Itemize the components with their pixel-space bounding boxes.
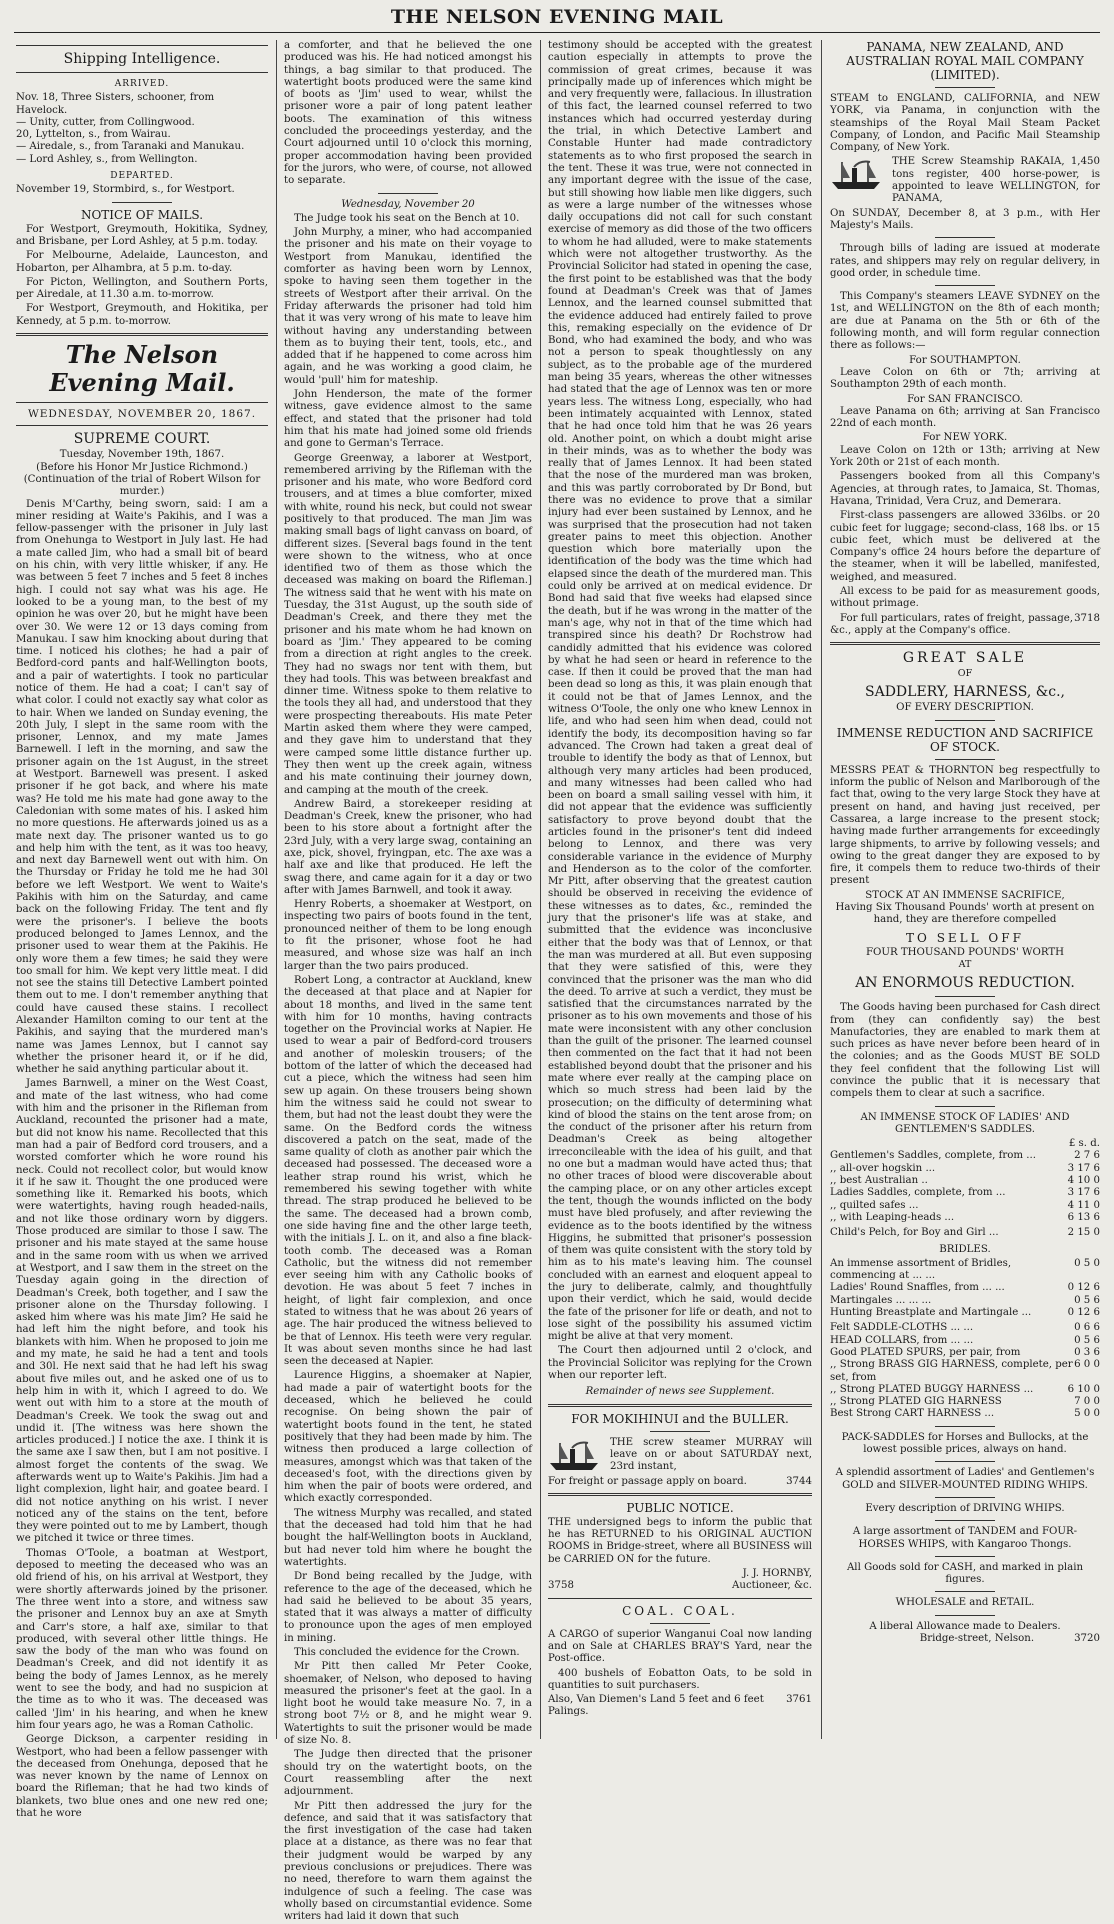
arrived-heading: ARRIVED.	[114, 79, 170, 89]
divider	[935, 285, 995, 286]
mail-notice: For Picton, Wellington, and Southern Ports, per Airedale, at 11.30 a.m. to-morrow.	[16, 276, 268, 301]
price-row	[830, 1163, 1100, 1175]
price-value: 2 15 0	[1067, 1227, 1100, 1239]
price-value: 0 12 6	[1067, 1307, 1100, 1319]
pnz-ship: THE Screw Steamship RAKAIA, 1,450 tons register, 400 horse-power, is appointed to leave WELLINGTON, for PANAMA,	[892, 156, 1100, 205]
article-paragraph: The Judge took his seat on the Bench at 10.	[294, 212, 520, 224]
divider	[16, 425, 268, 426]
price-item: Ladies Saddles, complete, from ...	[830, 1187, 1006, 1199]
article-paragraph: John Murphy, a miner, who had accompanied the prisoner and his mate on their voyage to Westport from Manukau, identified the comforter as having been worn by Lennox, spoke to having seen them together in the streets of Westport after their arrival. On the Friday afterwards the prisoner had told him that it was very wrong of his mate to leave him without having any understanding between them as to buying their tent, tools, etc., and added that if he happened to come across him again, and he was working a good claim, he would 'pull' him for mateship.	[284, 227, 532, 386]
pnz-southampton: For SOUTHAMPTON.	[909, 354, 1021, 366]
pnz-footer	[830, 613, 1100, 638]
divider	[650, 1431, 710, 1432]
paper-title: The Nelson Evening Mail.	[49, 340, 235, 398]
price-item: ,, with Leaping-heads ...	[830, 1211, 955, 1223]
pnz-newyork-text: Leave Colon on 12th or 13th; arriving at New York 20th or 21st of each month.	[830, 444, 1100, 469]
bridge-street: Bridge-street, Nelson.	[919, 1632, 1035, 1644]
divider	[935, 1520, 995, 1521]
ad-number: 3720	[1074, 1632, 1100, 1644]
price-value: 0 5 0	[1074, 1257, 1100, 1269]
divider	[935, 1497, 995, 1498]
divider	[935, 237, 995, 238]
article-paragraph: Mr Pitt then called Mr Peter Cooke, shoemaker, of Nelson, who deposed to having measured the prisoner's feet at the gaol. In a light boot he would take measure No. 7, in a strong boot 7½ or 8, and he might wear 9. Watertights to suit the prisoner would be made of size No. 8.	[284, 1661, 532, 1747]
bridles-heading: BRIDLES.	[939, 1243, 991, 1255]
column-1	[16, 40, 268, 1819]
pnz-heading: PANAMA, NEW ZEALAND, AND AUSTRALIAN ROYAL MAIL COMPANY (LIMITED).	[846, 40, 1084, 82]
price-item: ,, Strong PLATED BUGGY HARNESS ...	[830, 1383, 1034, 1395]
price-item: Hunting Breastplate and Martingale ...	[830, 1307, 1032, 1319]
departure-item: November 19, Stormbird, s., for Westport.	[16, 184, 235, 196]
mail-notice: For Westport, Greymouth, Hokitika, Sydney, and Brisbane, per Lord Ashley, at 5 p.m. today.	[16, 223, 268, 247]
price-item: Best Strong CART HARNESS ...	[830, 1408, 995, 1420]
mail-notice: For Melbourne, Adelaide, Launceston, and Hobarton, per Alhambra, at 5 p.m. to-day.	[16, 250, 268, 274]
pnz-sanfrancisco: For SAN FRANCISCO.	[907, 393, 1023, 405]
price-item: ,, Strong BRASS GIG HARNESS, complete, per set, from	[830, 1359, 1073, 1383]
court-heading: SUPREME COURT.	[73, 431, 211, 448]
divider	[935, 1106, 995, 1107]
price-row	[830, 1187, 1100, 1199]
pnz-leave: This Company's steamers LEAVE SYDNEY on the 1st, and WELLINGTON on the 8th of each month; are due at Panama on the 5th or 6th of the following month, and will form regular connection there as follows:—	[830, 291, 1100, 352]
pnz-first-class: First-class passengers are allowed 336lbs. or 20 cubic feet for luggage; second-class, 168 lbs. or 15 cubic feet, which must be delivered at the Company's office 24 hours before the departure of the steamer, when it will be labelled, manifested, weighed, and measured.	[830, 510, 1100, 583]
article-paragraph: Thomas O'Toole, a boatman at Westport, deposed to meeting the deceased who was an old friend of his, on his arrival at Westport, they were shortly afterwards joined by the prisoner. The three went into a store, and witness saw the prisoner and Lennox buy an axe at Smyth and Carr's store, a half axe, similar to that produced, with several other little things. He saw the body of the man who was found on Deadman's Creek, and did not identify it as being the body of James Lennox, as he merely went to see the body, and had no suspicion at the time as to who it was. The deceased was called 'Jim' in his hearing, and when he knew him four years ago, he was a Roman Catholic.	[16, 1547, 268, 1731]
price-value: 6 10 0	[1067, 1383, 1100, 1395]
cash-note: All Goods sold for CASH, and marked in plain figures.	[846, 1561, 1084, 1586]
divider	[935, 759, 995, 760]
coal-heading: COAL. COAL.	[622, 1603, 738, 1618]
price-value: 0 5 6	[1074, 1334, 1100, 1346]
price-row	[830, 1175, 1100, 1187]
pnz-passengers: Passengers booked from all this Company's Agencies, at through rates, to Jamaica, St. Thomas, Havana, Trinidad, Vera Cruz, and Demerara.	[830, 471, 1100, 507]
column-3	[548, 40, 812, 1739]
sale-at: AT	[958, 958, 972, 970]
arrival-item: 20, Lyttelton, s., from Wairau.	[16, 129, 171, 141]
article-paragraph: Andrew Baird, a storekeeper residing at Deadman's Creek, knew the prisoner, who had been to his store about a fortnight after the 23rd July, with a very large swag, containing an axe, pick, shovel, fryingpan, etc. The axe was a half axe and like that produced. He left the swag there, and came again for it a day or two after with James Barnwell, and took it away.	[284, 798, 532, 896]
article-paragraph: Dr Bond being recalled by the Judge, with reference to the age of the deceased, which he had said he believed to be about 35 years, stated that it was always a matter of difficulty to pronounce upon the ages of men employed in mining.	[284, 1571, 532, 1644]
price-item: Good PLATED SPURS, per pair, from	[830, 1346, 1021, 1358]
public-notice-signature: J. J. HORNBY,	[742, 1568, 812, 1580]
price-row	[830, 1359, 1100, 1384]
article-paragraph: James Barnwell, a miner on the West Coast, and mate of the last witness, who had come with him and the prisoner in the Rifleman from Auckland, recounted the prisoner had a mate, but did not know his name. Recollected that this man had a pair of Bedford cord trousers, and a worsted comforter which he wore round his neck. Could not recollect color, but would know it if he saw it. Thought the one produced were something like it. Remarked his boots, which were watertights, having rough headed-nails, and not like those ordinary worn by diggers. Those produced are similar to those I saw. The prisoner and his mate stayed at the same house and in the same room with us when we arrived at Westport, and I saw them in the street on the Tuesday again going in the direction of Deadman's Creek, both together, and I saw the prisoner alone on the Thursday following. I asked him where was his mate Jim? He said he had left him the night before, and took his blankets with him. When he proposed to join me and my mate, he said he had a tent and tools and 30l. He next said that he had left his swag about five miles out, and he asked one of us to help him in with it, which I agreed to do. We went out with him to a store at the mouth of Deadman's Creek. We took the swag out and undid it. [The witness was here shown the articles produced.] I notice the axe. I think it is the same axe I saw then, but I am not positive. I almost forget the contents of the swag. We afterwards went up to Waite's Pakihis. Jim had a light complexion, light hair, and goatee beard. I did not notice anything on his wrist. I never noticed any of the stains on the tent, before they were pointed out to me by Lambert, though we pitched it twice or three times.	[16, 1078, 268, 1545]
article-paragraph: Laurence Higgins, a shoemaker at Napier, had made a pair of watertight boots for the deceased, which he believed he could recognise. On being shown the pair of watertight boots found in the tent, he stated positively that they had been made by him. The witness then produced a large collection of measures, amongst which was that taken of the deceased's foot, with the directions given by him when the pair of boots were ordered, and which exactly corresponded.	[284, 1370, 532, 1505]
masthead: THE NELSON EVENING MAIL	[390, 6, 724, 28]
price-value: 4 10 0	[1067, 1175, 1100, 1187]
pnz-full: For full particulars, rates of freight, passage, &c., apply at the Company's office.	[830, 612, 1073, 636]
currency-header: £ s. d.	[1068, 1138, 1100, 1150]
price-row	[830, 1396, 1100, 1408]
price-item: Gentlemen's Saddles, complete, from ...	[830, 1150, 1037, 1162]
article-paragraph: Henry Roberts, a shoemaker at Westport, on inspecting two pairs of boots found in the tent, pronounced neither of them to be long enough to fit the prisoner, whose foot he had measured, and whose size was half an inch larger than the two pairs produced.	[284, 899, 532, 972]
price-item: ,, quilted safes ...	[830, 1199, 919, 1211]
masthead-rule	[14, 32, 1100, 33]
sale-footer	[830, 1633, 1100, 1645]
article-paragraph: a comforter, and that he believed the one produced was his. He had noticed amongst his things, a bag similar to that produced. The watertight boots produced were the same kind of boots as 'Jim' used to wear, whilst the prisoner wore a pair of long patent leather boots. The examination of this witness concluded the proceedings yesterday, and the Court adjourned until 10 o'clock this morning, proper accommodation having been provided for the jurors, who were, of course, not allowed to separate.	[284, 40, 532, 187]
divider	[935, 87, 995, 88]
arrival-item: — Lord Ashley, s., from Wellington.	[16, 153, 198, 165]
column-divider	[540, 40, 541, 1739]
divider	[935, 1591, 995, 1592]
price-value: 7 0 0	[1074, 1396, 1100, 1408]
sale-stock: STOCK AT AN IMMENSE SACRIFICE,	[865, 889, 1065, 901]
divider	[16, 402, 268, 403]
column-2	[284, 40, 532, 1923]
sale-sell-off: TO SELL OFF	[906, 930, 1024, 945]
price-item: An immense assortment of Bridles, commencing at ... ...	[830, 1257, 1012, 1282]
steamship-icon	[830, 158, 886, 192]
remainder-note: Remainder of news see Supplement.	[585, 1386, 775, 1398]
column-divider	[821, 40, 822, 1739]
price-value: 6 0 0	[1074, 1359, 1100, 1371]
price-item: Child's Pelch, for Boy and Girl ...	[830, 1227, 999, 1239]
public-notice-title: Auctioneer, &c.	[732, 1580, 812, 1592]
divider	[935, 996, 995, 997]
coal-text: 400 bushels of Eobatton Oats, to be sold in quantities to suit purchasers.	[548, 1667, 812, 1691]
price-row	[830, 1258, 1100, 1283]
riding-whips: A splendid assortment of Ladies' and Gentlemen's GOLD and SILVER-MOUNTED RIDING WHIPS.	[835, 1467, 1095, 1491]
article-paragraph: George Greenway, a laborer at Westport, remembered arriving by the Rifleman with the prisoner and his mate, who wore Bedford cord trousers, and at times a blue comforter, mixed with white, round his neck, but could not swear positively to that produced. The man Jim was making small bags of light canvass on board, of different sizes. [Several bags found in the tent were shown to the witness, who at once identified two of them as those which the deceased was making on board the Rifleman.] The witness said that he went with his mate on Tuesday, the 31st August, up the south side of Deadman's Creek, and there they met the prisoner and his mate whom he had known on board as 'Jim.' They appeared to be coming from a direction at right angles to the creek. They had no swags nor tent with them, but they had tools. This was between breakfast and dinner time. Witness spoke to them relative to the tools they all had, and understood that they were prospecting thereabouts. His mate Peter Martin asked them where they were camped, and they gave him to understand that they were camped some little distance further up. They then went up the creek again, witness and his mate continuing their journey down, and camping at the mouth of the creek.	[284, 452, 532, 796]
divider	[378, 193, 438, 194]
price-value: 6 13 6	[1067, 1211, 1100, 1223]
price-item: Felt SADDLE-CLOTHS ... ...	[830, 1322, 974, 1334]
court-continuation: (Continuation of the trial of Robert Wilson for murder.)	[23, 473, 261, 498]
coal-text: A CARGO of superior Wanganui Coal now landing and on Sale at CHARLES BRAY'S Yard, near the Post-office.	[548, 1628, 812, 1665]
article-paragraph: Mr Pitt then addressed the jury for the defence, and said that it was satisfactory that the first investigation of the case had taken place at a distance, as there was no fear that their judgment would be warped by any previous conclusions or prejudices. There was no need, therefore to warn them against the indulgence of such a feeling. The case was wholly based on circumstantial evidence. Some writers had laid it down that such	[284, 1800, 532, 1923]
divider	[935, 720, 995, 721]
mails-heading: NOTICE OF MAILS.	[80, 207, 204, 222]
coal-text: Also, Van Diemen's Land 5 feet and 6 feet Palings.	[548, 1694, 764, 1718]
sale-of: OF	[957, 668, 973, 680]
divider	[16, 333, 268, 336]
divider	[935, 1615, 995, 1616]
sale-enormous: AN ENORMOUS REDUCTION.	[855, 975, 1075, 992]
price-item: Ladies' Round Snaffles, from ... ...	[830, 1282, 1005, 1294]
divider	[830, 642, 1100, 645]
divider	[548, 1493, 812, 1496]
article-paragraph: Denis M'Carthy, being sworn, said: I am a miner residing at Waite's Pakihis, and I was a fellow-passenger with the prisoner in July last from Onehunga to Westport in July last. He had a mate called Jim, who had a small bit of beard on his chin, with very little whisker, if any. He was between 5 feet 7 inches and 5 feet 8 inches high. I could not say what was his age. He looked to be a young man, to the best of my opinion he was over 20, but he might have been over 30. We were 12 or 13 days coming from Manukau. I saw him knocking about during that time. I noticed his clothes; he had a pair of Bedford-cord pants and half-Wellington boots, and a pair of watertights. I took no particular notice of them. He had a coat; I can't say of what color. I could not exactly say what color as to hair. When we landed on Sunday evening, the 20th July, I slept in the same room with the prisoner, Lennox, and my mate James Barnewell. I left in the morning, and saw the prisoner again on the 1st August, in the street at Westport. Barnewell was present. I asked prisoner if he got back, and where his mate was? He told me his mate had gone away to the Caledonian with some mates of his. I asked him no more questions. He afterwards joined us as a mate next day. The prisoner wanted us to go and help him with the tent, as it was too heavy, and next day Barnewell went out with him. On the Thursday or Friday he told me he had 30l before we left Westport. We went to Waite's Pakihis with him on the Saturday, and came back on the following Friday. The tent and fly were the prisoner's. I believe the boots produced belonged to James Lennox, and the prisoner used to wear them at the Pakihis. He only wore them a few times; he said they were too small for him. We kept very little meat. I did not see the stains till Detective Lambert pointed them out to me. I don't remember anything that could have caused these stains. I recollect Alexander Hamilton coming to our tent at the Pakihis, and saying that the murdered man's name was James Lennox, but I cannot say whether the prisoner heard it, or if he did, whether he said anything particular about it.	[16, 498, 268, 1076]
mokihinui-freight: For freight or passage apply on board.	[548, 1475, 747, 1487]
price-value: 4 11 0	[1067, 1199, 1100, 1211]
price-value: 0 6 6	[1074, 1322, 1100, 1334]
price-value: 0 3 6	[1074, 1346, 1100, 1358]
divider	[650, 1623, 710, 1624]
arrival-item: — Airedale, s., from Taranaki and Manukau.	[16, 141, 245, 153]
ad-number: 3761	[786, 1694, 812, 1706]
article-paragraph: John Henderson, the mate of the former witness, gave evidence almost to the same effect, and stated that the prisoner had told him that his mate had joined some old friends and gone to German's Terrace.	[284, 389, 532, 450]
price-value: 0 5 6	[1074, 1294, 1100, 1306]
mokihinui-text: THE screw steamer MURRAY will leave on or about SATURDAY next, 23rd instant,	[610, 1436, 812, 1473]
price-row	[830, 1307, 1100, 1319]
price-row	[830, 1227, 1100, 1239]
allowance: A liberal Allowance made to Dealers.	[869, 1620, 1061, 1632]
steamship-icon	[548, 1439, 604, 1473]
sale-every: OF EVERY DESCRIPTION.	[896, 702, 1034, 714]
price-item: ,, all-over hogskin ...	[830, 1162, 936, 1174]
mokihinui-heading: FOR MOKIHINUI and the BULLER.	[571, 1411, 789, 1426]
price-row	[830, 1200, 1100, 1212]
price-value: 2 7 6	[1074, 1150, 1100, 1162]
dateline: WEDNESDAY, NOVEMBER 20, 1867.	[27, 408, 257, 421]
article-paragraph: The Court then adjourned until 2 o'clock, and the Provincial Solicitor was replying for the Crown when our reporter left.	[548, 1345, 812, 1382]
article-paragraph: The Judge then directed that the prisoner should try on the watertight boots, on the Court reassembling after the next adjournment.	[284, 1749, 532, 1798]
price-row	[830, 1212, 1100, 1224]
arrival-item: Nov. 18, Three Sisters, schooner, from Havelock.	[16, 92, 215, 116]
wednesday-heading: Wednesday, November 20	[341, 198, 475, 210]
price-row	[830, 1347, 1100, 1359]
article-paragraph: The witness Murphy was recalled, and stated that the deceased had told him that he had bought the half-Wellington boots in Auckland, but had never told him where he bought the watertights.	[284, 1507, 532, 1568]
article-paragraph: George Dickson, a carpenter residing in Westport, who had been a fellow passenger with the deceased from Onehunga, deposed that he was never known by the name of Lennox on board the Rifleman; that he had two kinds of blankets, two blue ones and one new red one; that he wore	[16, 1734, 268, 1819]
sale-four: FOUR THOUSAND POUNDS' WORTH	[865, 946, 1065, 958]
column-4	[830, 40, 1100, 1739]
court-date: Tuesday, November 19th, 1867.	[59, 449, 225, 461]
sale-messrs: MESSRS PEAT & THORNTON beg respectfully to inform the public of Nelson and Marlborough of the fact that, owing to the very large Stock they have at present on hand, and having just received, per Cassarea, a large increase to the present stock; having made further arrangements for exceedingly large shipments, to arrive by following vessels; and owing to the great danger they are exposed to by fire, it compels them to reduce two-thirds of their present	[830, 764, 1100, 887]
pnz-intro: STEAM to ENGLAND, CALIFORNIA, and NEW YORK, via Panama, in conjunction with the steamships of the Royal Mail Steam Packet Company, of London, and Pacific Mail Steamship Company, of New York.	[830, 93, 1100, 154]
price-row	[830, 1322, 1100, 1334]
article-paragraph: Robert Long, a contractor at Auckland, knew the deceased at that place and at Napier for about 18 months, and lived in the same tent with him for 10 months, having contracts together on the Provincial works at Napier. He used to wear a pair of Bedford-cord trousers and another of moleskin trousers; of the bottom of the latter of which the deceased had cut a piece, which the witness had seen him sew up again. On these trousers being shown him the witness said he could not swear to them, but had not the least doubt they were the same. On the Bedford cords the witness discovered a patch on the seat, made of the same quality of cloth as another pair which the deceased had possessed. The deceased wore a leather strap round his wrist, which he remembered his sewing together with white thread. The strap produced he believed to be the same. The deceased had a brown comb, one side having fine and the other large teeth, with the initials J. L. on it, and also a fine black-tooth comb. The deceased was a Roman Catholic, but the witness did not remember ever seeing him with any Catholic books of devotion. He was about 5 feet 7 inches in height, of light fair complexion, and once stated to witness that he was about 26 years of age. The hair produced the witness believed to be that of Lennox. His teeth were very regular. It was about seven months since he had last seen the deceased at Napier.	[284, 974, 532, 1368]
divider	[935, 1556, 995, 1557]
pack-saddles: PACK-SADDLES for Horses and Bullocks, at the lowest possible prices, always on hand.	[841, 1431, 1089, 1456]
price-item: HEAD COLLARS, from ... ...	[830, 1334, 974, 1346]
price-value: 5 0 0	[1074, 1408, 1100, 1420]
pnz-sunday: On SUNDAY, December 8, at 3 p.m., with Her Majesty's Mails.	[830, 207, 1100, 231]
pnz-newyork: For NEW YORK.	[922, 432, 1008, 444]
ad-number: 3718	[1074, 612, 1100, 624]
sale-great: GREAT SALE	[902, 650, 1028, 667]
sale-having: Having Six Thousand Pounds' worth at present on hand, they are therefore compelled	[835, 902, 1095, 926]
price-item: Martingales ... ... ...	[830, 1294, 932, 1306]
article-paragraph: This concluded the evidence for the Crown.	[294, 1647, 520, 1658]
price-row	[830, 1384, 1100, 1396]
divider	[548, 1404, 812, 1407]
price-value: 3 17 6	[1067, 1162, 1100, 1174]
ad-number: 3758	[548, 1580, 574, 1592]
public-notice-heading: PUBLIC NOTICE.	[626, 1500, 734, 1515]
divider	[16, 72, 268, 73]
price-value: 3 17 6	[1067, 1187, 1100, 1199]
divider	[16, 45, 268, 46]
article-paragraph: testimony should be accepted with the greatest caution especially in attempts to prove the commission of great crimes, because it was principally made up of inferences which might be and very frequently were, fallacious. In illustration of this fact, the learned counsel referred to two instances which had occurred yesterday during the trial, in which Detective Lambert and Constable Hunter had made contradictory statements as to who first proposed the search in the tent. These it was true, were not connected in any important degree with the issue of the case, but still showing how liable men like diggers, such as were a large number of the witnesses whose daily occupations did not call for such constant exercise of memory as did those of the two officers to whom he had alluded, were to make statements which were not altogether trustworthy. As the Provincial Solicitor had stated in opening the case, the first point to be established was that the body found at Deadman's Creek was that of James Lennox, and the learned counsel submitted that the evidence adduced had entirely failed to prove this, remaking especially on the evidence of Dr Bond, who had examined the body, and who was not a person to speak thoughtlessly on any subject, as to the probable age of the murdered man being 35 years, whereas the other witnesses had stated that the age of Lennox was ten or more years less. The witness Long, especially, who had been intimately acquainted with Lennox, stated that he had once told him that he was 26 years old. Another point, on which a doubt might arise in their minds, was as to whether the body was really that of James Lennox. It had been stated that the nose of the murdered man was broken, and this was partly corroborated by Dr Bond, but there was no evidence to prove that a similar injury had ever been sustained by Lennox, and he was surprised that the prosecution had not taken greater pains to meet this objection. Another question which bore materially upon the identification of the body was the time which had elapsed since the death of the murdered man. This could only be arrived at on medical evidence. Dr Bond had said that five weeks had elapsed since the death, but if he was wrong in the matter of the man's age, why not in that of the time which had transpired since his death? Dr Rochstrow had candidly admitted that his evidence was colored by what he had seen or heard in reference to the case. If then it could be proved that the man had been dead so long as this, it was plain enough that it could not be that of James Lennox, and the witness O'Toole, the only one who knew Lennox in life, and who had seen him when dead, could not identify the body, its decomposition having so far advanced. The Crown had taken a great deal of trouble to identify the body as that of Lennox, but although very many articles had been produced, and many witnesses had been called who had been on board a small sailing vessel with him, it did not appear that the evidence was sufficiently satisfactory to prove beyond doubt that the articles found in the prisoner's tent did indeed belong to Lennox, and there was very considerable variance in the evidence of Murphy and Henderson as to the color of the comforter. Mr Pitt, after observing that the greatest caution should be observed in receiving the evidence of these witnesses as to dates, &c., reminded the jury that the prisoner's life was at stake, and submitted that the evidence was inconclusive either that the body was that of Lennox, or that the man was murdered at all. But even supposing that they were satisfied of this, were they convinced that the prisoner was the man who did the deed. To arrive at such a verdict, they must be satisfied that the circumstances narrated by the prisoner as to his own movements and those of his mate were inconsistent with any other conclusion than the guilt of the prisoner. The learned counsel then commented on the fact that it had not been established beyond doubt that the prisoner and his mate where ever really at the camping place on which so much stress had been laid by the prosecution; on the difficulty of determining what kind of blood the stains on the tent arose from; on the conduct of the prisoner after his return from Deadman's Creek as being altogether irreconcileable with the idea of his guilt, and that no one but a madman would have acted thus; that no other traces of blood were discoverable about the camping place, or on any other articles except the tent, though the wounds inflicted on the body must have bled profusely, and after reviewing the evidence as to the boots identified by the witness Higgins, he submitted that prisoner's possession of them was quite consistent with the story told by him as to his mate's leaving him. The counsel concluded with an earnest and eloquent appeal to the jury to deliberate, calmly, and thoughtfully upon their verdict, which he said, would decide the fate of the prisoner for life or death, and not to lose sight of the possibility his assumed victim might be alive at that very moment.	[548, 40, 813, 1343]
mail-notice: For Westport, Greymouth, and Hokitika, per Kennedy, at 5 p.m. to-morrow.	[16, 303, 268, 327]
price-value: 0 12 6	[1067, 1282, 1100, 1294]
public-notice-text: THE undersigned begs to inform the public that he has RETURNED to his ORIGINAL AUCTION ROOMS in Bridge-street, where all BUSINESS will be CARRIED ON for the future.	[548, 1516, 812, 1565]
divider	[548, 1598, 812, 1599]
tandem-whips: A large assortment of TANDEM and FOUR-HORSES WHIPS, with Kangaroo Thongs.	[852, 1526, 1078, 1550]
saddles-heading: AN IMMENSE STOCK OF LADIES' AND GENTLEMEN'S SADDLES.	[860, 1111, 1070, 1135]
departed-heading: DEPARTED.	[110, 171, 174, 182]
divider	[935, 1461, 995, 1462]
price-row	[830, 1408, 1100, 1420]
sale-goods: The Goods having been purchased for Cash direct from (they can confidently say) the best Manufactories, they are enabled to mark them at such prices as have never before been heard of in the colonies; and as the Goods MUST BE SOLD they feel confident that the following List will convince the public that it is necessary that compels them to clear at such a sacrifice.	[830, 1002, 1100, 1100]
price-item: ,, Strong PLATED GIG HARNESS	[830, 1396, 1002, 1408]
sale-immense: IMMENSE REDUCTION AND SACRIFICE OF STOCK.	[836, 725, 1094, 754]
divider	[112, 202, 172, 203]
arrival-item: — Unity, cutter, from Collingwood.	[16, 116, 195, 128]
price-row	[830, 1335, 1100, 1347]
divider	[935, 1426, 995, 1427]
pnz-bills: Through bills of lading are issued at moderate rates, and shippers may rely on regular delivery, in good order, in schedule time.	[830, 243, 1100, 279]
coal-footer	[548, 1694, 812, 1719]
public-notice-footer	[548, 1580, 812, 1592]
price-row	[830, 1295, 1100, 1307]
sale-saddlery: SADDLERY, HARNESS, &c.,	[865, 684, 1065, 701]
price-row	[830, 1282, 1100, 1294]
shipping-heading: Shipping Intelligence.	[63, 51, 221, 67]
mokihinui-footer	[548, 1476, 812, 1488]
pnz-southampton-text: Leave Colon on 6th or 7th; arriving at Southampton 29th of each month.	[830, 366, 1100, 391]
pnz-sanfrancisco-text: Leave Panama on 6th; arriving at San Francisco 22nd of each month.	[830, 405, 1100, 430]
driving-whips: Every description of DRIVING WHIPS.	[865, 1502, 1065, 1514]
wholesale: WHOLESALE and RETAIL.	[895, 1597, 1035, 1609]
price-item: ,, best Australian ..	[830, 1175, 928, 1187]
court-judge: (Before his Honor Mr Justice Richmond.)	[36, 461, 248, 473]
pnz-excess: All excess to be paid for as measurement goods, without primage.	[830, 585, 1100, 610]
ad-number: 3744	[786, 1475, 812, 1487]
column-divider	[276, 40, 277, 1739]
price-row	[830, 1150, 1100, 1162]
